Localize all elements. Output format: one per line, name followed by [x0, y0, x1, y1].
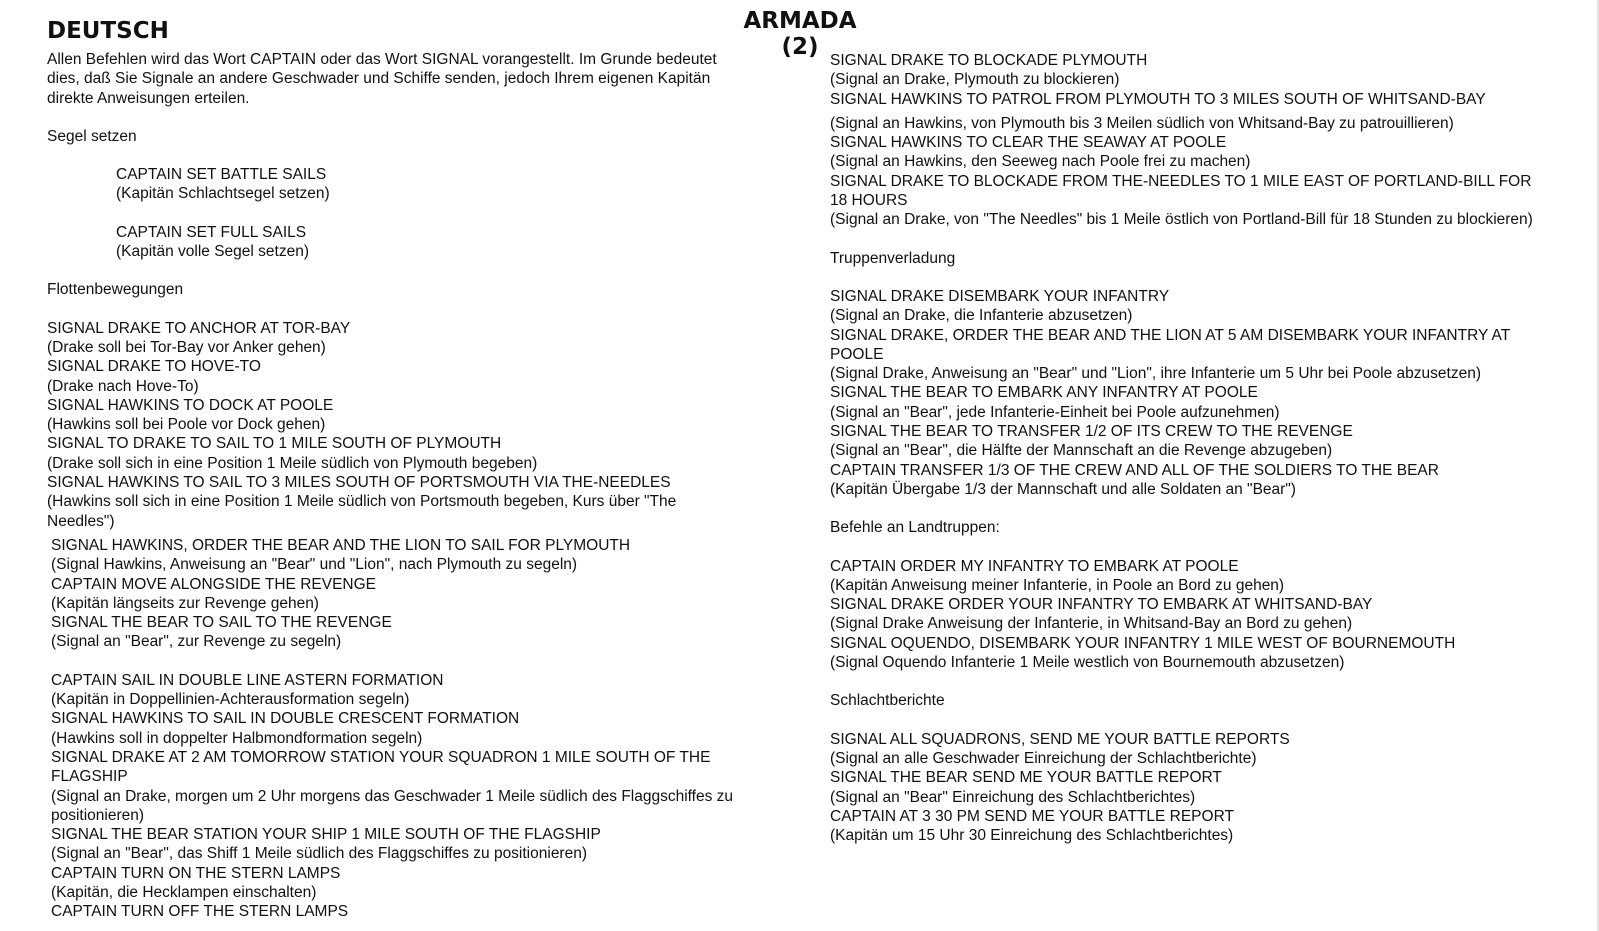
- section-title: DEUTSCH: [47, 18, 169, 44]
- intro-paragraph: Allen Befehlen wird das Wort CAPTAIN oder das Wort SIGNAL vorangestellt. Im Grunde bedeutet dies, daß Sie Signale an andere Geschwader und Schiffe senden, jedoch Ihrem eigenen Kapitän direkte Anweisungen erteilen.: [47, 51, 717, 107]
- left-column: [47, 50, 747, 922]
- heading-truppenverladung: Truppenverladung: [830, 249, 956, 267]
- fleet-commands-block-2: SIGNAL HAWKINS, ORDER THE BEAR AND THE LION TO SAIL FOR PLYMOUTH (Signal Hawkins, Anweisung an "Bear" und "Lion", nach Plymouth zu segeln) CAPTAIN MOVE ALONGSIDE THE REVENGE (Kapitän längseits zur Revenge gehen) SIGNAL THE BEAR TO SAIL TO THE REVENGE (Signal an "Bear", zur Revenge zu segeln): [51, 536, 631, 651]
- heading-schlachtberichte: Schlachtberichte: [830, 692, 945, 710]
- heading-flottenbewegungen: Flottenbewegungen: [47, 281, 184, 299]
- troop-loading-commands: SIGNAL DRAKE DISEMBARK YOUR INFANTRY (Signal an Drake, die Infanterie abzusetzen) SIGNAL DRAKE, ORDER THE BEAR AND THE LION AT 5 AM DISEMBARK YOUR INFANTRY AT POOLE (Signal Drake, Anweisung an "Bear" und "Lion", ihre Infanterie um 5 Uhr bei Poole abzusetzen) SIGNAL THE BEAR TO EMBARK ANY INFANTRY AT POOLE (Signal an "Bear", jede Infanterie-Einheit bei Poole aufzunehmen) SIGNAL THE BEAR TO TRANSFER 1/2 OF ITS CREW TO THE REVENGE (Signal an "Bear", die Hälfte der Mannschaft an die Revenge abzugeben) CAPTAIN TRANSFER 1/3 OF THE CREW AND ALL OF THE SOLDIERS TO THE BEAR (Kapitän Übergabe 1/3 der Mannschaft und alle Soldaten an "Bear"): [830, 287, 1510, 498]
- battle-report-commands: SIGNAL ALL SQUADRONS, SEND ME YOUR BATTLE REPORTS (Signal an alle Geschwader Einreichung der Schlachtberichte) SIGNAL THE BEAR SEND ME YOUR BATTLE REPORT (Signal an "Bear" Einreichung des Schlachtberichtes) CAPTAIN AT 3 30 PM SEND ME YOUR BATTLE REPORT (Kapitän um 15 Uhr 30 Einreichung des Schlachtberichtes): [830, 730, 1290, 845]
- right-column: [830, 51, 1550, 845]
- fleet-commands-block-1: SIGNAL DRAKE TO ANCHOR AT TOR-BAY (Drake soll bei Tor-Bay vor Anker gehen) SIGNAL DRAKE TO HOVE-TO (Drake nach Hove-To) SIGNAL HAWKINS TO DOCK AT POOLE (Hawkins soll bei Poole vor Dock gehen) SIGNAL TO DRAKE TO SAIL TO 1 MILE SOUTH OF PLYMOUTH (Drake soll sich in eine Position 1 Meile südlich von Plymouth begeben) SIGNAL HAWKINS TO SAIL TO 3 MILES SOUTH OF PORTSMOUTH VIA THE-NEEDLES (Hawkins soll sich in eine Position 1 Meile südlich von Portsmouth begeben, Kurs über "The Needles"): [47, 319, 677, 530]
- command-full-sails: CAPTAIN SET FULL SAILS (Kapitän volle Segel setzen): [116, 223, 310, 261]
- fleet-commands-block-3: CAPTAIN SAIL IN DOUBLE LINE ASTERN FORMATION (Kapitän in Doppellinien-Achterausformation segeln) SIGNAL HAWKINS TO SAIL IN DOUBLE CRESCENT FORMATION (Hawkins soll in doppelter Halbmondformation segeln) SIGNAL DRAKE AT 2 AM TOMORROW STATION YOUR SQUADRON 1 MILE SOUTH OF THE FLAGSHIP (Signal an Drake, morgen um 2 Uhr morgens das Geschwader 1 Meile südlich des Flaggschiffes zu positionieren) SIGNAL THE BEAR STATION YOUR SHIP 1 MILE SOUTH OF THE FLAGSHIP (Signal an "Bear", das Shiff 1 Meile südlich des Flaggschiffes zu positionieren) CAPTAIN TURN ON THE STERN LAMPS (Kapitän, die Hecklampen einschalten) CAPTAIN TURN OFF THE STERN LAMPS: [51, 671, 734, 921]
- heading-segel-setzen: Segel setzen: [47, 127, 137, 145]
- page-title: ARMADA (2): [743, 8, 857, 60]
- command-battle-sails: CAPTAIN SET BATTLE SAILS (Kapitän Schlachtsegel setzen): [116, 166, 330, 203]
- heading-landtruppen: Befehle an Landtruppen:: [830, 519, 1000, 537]
- land-troop-commands: CAPTAIN ORDER MY INFANTRY TO EMBARK AT POOLE (Kapitän Anweisung meiner Infanterie, in Poole an Bord zu gehen) SIGNAL DRAKE ORDER YOUR INFANTRY TO EMBARK AT WHITSAND-BAY (Signal Drake Anweisung der Infanterie, in Whitsand-Bay an Bord zu gehen) SIGNAL OQUENDO, DISEMBARK YOUR INFANTRY 1 MILE WEST OF BOURNEMOUTH (Signal Oquendo Infanterie 1 Meile westlich von Bournemouth abzusetzen): [830, 557, 1456, 672]
- blockade-commands-1: SIGNAL DRAKE TO BLOCKADE PLYMOUTH (Signal an Drake, Plymouth zu blockieren) SIGNAL HAWKINS TO PATROL FROM PLYMOUTH TO 3 MILES SOUTH OF WHITSAND-BAY: [830, 52, 1486, 108]
- blockade-commands-2: (Signal an Hawkins, von Plymouth bis 3 Meilen südlich von Whitsand-Bay zu patrouillieren) SIGNAL HAWKINS TO CLEAR THE SEAWAY AT POOLE (Signal an Hawkins, den Seeweg nach Poole frei zu machen) SIGNAL DRAKE TO BLOCKADE FROM THE-NEEDLES TO 1 MILE EAST OF PORTLAND-BILL FOR 18 HOURS (Signal an Drake, von "The Needles" bis 1 Meile östlich von Portland-Bill für 18 Stunden zu blockieren): [830, 114, 1533, 229]
